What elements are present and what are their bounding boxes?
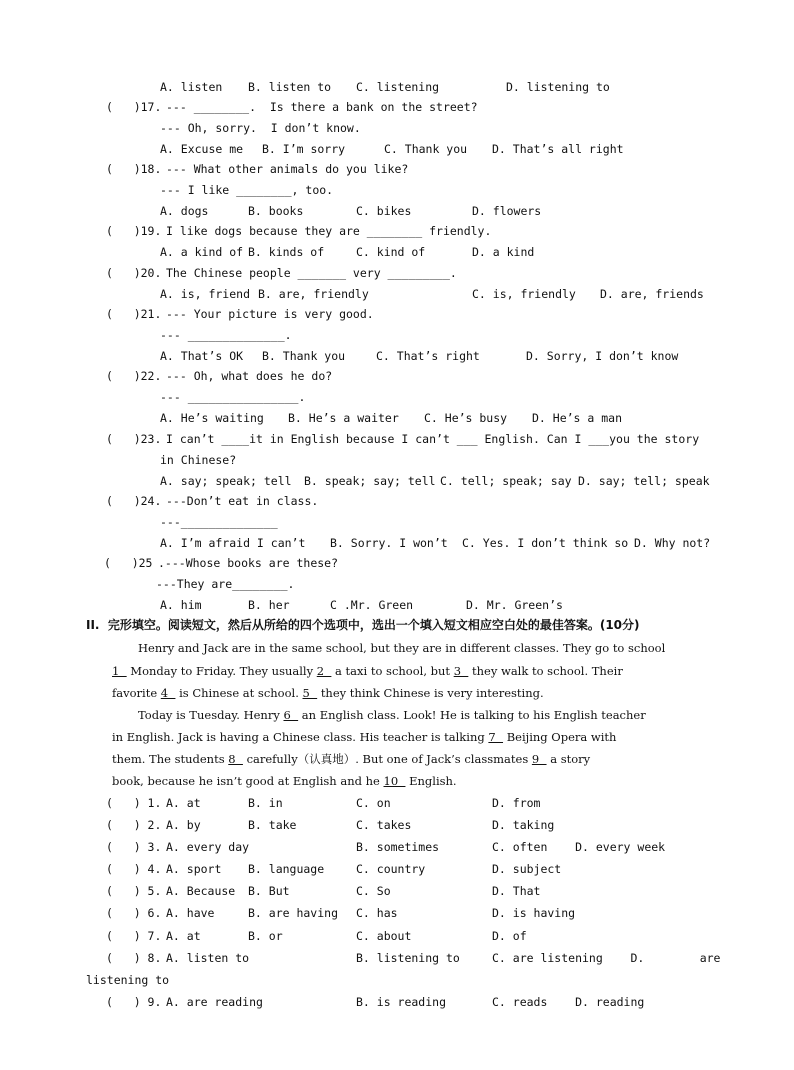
- q25-option-c: C .Mr. Green: [330, 598, 414, 612]
- q18-question: --- What other animals do you like?: [166, 162, 409, 176]
- cloze-p2-line2: in English. Jack is having a Chinese class. His teacher is talking 7 Beijing Opera with: [112, 730, 617, 744]
- cloze-q1-option-d: D. from: [492, 796, 541, 810]
- blank-7: 7: [488, 730, 504, 744]
- q23-option-d: D. say; tell; speak: [578, 474, 710, 488]
- q23-option-c: C. tell; speak; say: [440, 474, 572, 488]
- blank-2: 2: [316, 664, 332, 678]
- q19-option-a: A. a kind of: [160, 245, 244, 259]
- cloze-p2-line1: Today is Tuesday. Henry 6 an English class. Look! He is talking to his English teacher: [138, 708, 646, 722]
- q17-question: --- ________. Is there a bank on the street?: [166, 100, 478, 114]
- q18-option-d: D. flowers: [472, 204, 542, 218]
- cloze-q9-option-b: B. is reading: [356, 995, 447, 1009]
- cloze-q8-option-b: B. listening to: [356, 951, 460, 965]
- q17-reply: --- Oh, sorry. I don’t know.: [160, 121, 361, 135]
- cloze-q8-number: ( ) 8.: [106, 951, 162, 965]
- q25-number: ( )25: [104, 556, 153, 570]
- q21-option-d: D. Sorry, I don’t know: [526, 349, 679, 363]
- cloze-q7-option-a: A. at: [166, 929, 201, 943]
- q19-option-b: B. kinds of: [248, 245, 325, 259]
- q23-option-b: B. speak; say; tell: [304, 474, 436, 488]
- q17-option-d: D. That’s all right: [492, 142, 624, 156]
- cloze-q5-option-a: A. Because: [166, 884, 236, 898]
- q20-option-a: A. is, friend: [160, 287, 251, 301]
- cloze-p2-line4: book, because he isn’t good at English and he 10 English.: [112, 774, 457, 788]
- q21-option-c: C. That’s right: [376, 349, 480, 363]
- cloze-q9-option-cd: C. reads D. reading: [492, 995, 645, 1009]
- cloze-q2-option-d: D. taking: [492, 818, 555, 832]
- blank-1: 1: [112, 664, 127, 678]
- q19-question: I like dogs because they are ________ friendly.: [166, 224, 492, 238]
- cloze-q4-option-b: B. language: [248, 862, 325, 876]
- cloze-q2-option-b: B. take: [248, 818, 297, 832]
- blank-8: 8: [228, 752, 243, 766]
- q24-question: ---Don’t eat in class.: [166, 494, 319, 508]
- q17-number: ( )17.: [106, 100, 162, 114]
- q19-number: ( )19.: [106, 224, 162, 238]
- cloze-q6-number: ( ) 6.: [106, 906, 162, 920]
- cloze-q7-number: ( ) 7.: [106, 929, 162, 943]
- cloze-p2-line3: them. The students 8 carefully（认真地）. But one of Jack’s classmates 9 a story: [112, 752, 591, 766]
- q24-option-a: A. I’m afraid I can’t: [160, 536, 306, 550]
- cloze-q3-option-cd: C. often D. every week: [492, 840, 666, 854]
- q16-option-a: A. listen: [160, 80, 223, 94]
- cloze-q2-option-a: A. by: [166, 818, 201, 832]
- cloze-q5-option-c: C. So: [356, 884, 391, 898]
- cloze-q9-option-a: A. are reading: [166, 995, 263, 1009]
- q25-reply: ---They are________.: [156, 577, 295, 591]
- cloze-p1-line1: Henry and Jack are in the same school, but they are in different classes. They go to school: [138, 641, 666, 655]
- cloze-q1-option-a: A. at: [166, 796, 201, 810]
- q25-option-d: D. Mr. Green’s: [466, 598, 563, 612]
- cloze-q2-number: ( ) 2.: [106, 818, 162, 832]
- cloze-q1-option-c: C. on: [356, 796, 391, 810]
- q22-option-c: C. He’s busy: [424, 411, 508, 425]
- blank-10: 10: [383, 774, 406, 788]
- q21-number: ( )21.: [106, 307, 162, 321]
- cloze-q7-option-d: D. of: [492, 929, 527, 943]
- q16-option-b: B. listen to: [248, 80, 332, 94]
- cloze-q4-option-d: D. subject: [492, 862, 562, 876]
- q18-number: ( )18.: [106, 162, 162, 176]
- q18-option-b: B. books: [248, 204, 304, 218]
- cloze-q8-option-d-cont: listening to: [86, 973, 170, 987]
- q24-option-d: D. Why not?: [634, 536, 711, 550]
- q17-option-a: A. Excuse me: [160, 142, 244, 156]
- blank-5: 5: [302, 686, 318, 700]
- cloze-q1-number: ( ) 1.: [106, 796, 162, 810]
- q18-option-a: A. dogs: [160, 204, 209, 218]
- q23-number: ( )23.: [106, 432, 162, 446]
- q20-option-d: D. are, friends: [600, 287, 704, 301]
- q25-option-a: A. him: [160, 598, 202, 612]
- blank-9: 9: [531, 752, 547, 766]
- q20-option-b: B. are, friendly: [258, 287, 369, 301]
- cloze-q4-option-c: C. country: [356, 862, 426, 876]
- cloze-q5-number: ( ) 5.: [106, 884, 162, 898]
- q24-option-c: C. Yes. I don’t think so: [462, 536, 629, 550]
- cloze-q6-option-b: B. are having: [248, 906, 339, 920]
- cloze-q4-number: ( ) 4.: [106, 862, 162, 876]
- q19-option-d: D. a kind: [472, 245, 535, 259]
- cloze-q2-option-c: C. takes: [356, 818, 412, 832]
- q21-option-b: B. Thank you: [262, 349, 346, 363]
- q17-option-b: B. I’m sorry: [262, 142, 346, 156]
- q16-option-d: D. listening to: [506, 80, 610, 94]
- cloze-q7-option-b: B. or: [248, 929, 283, 943]
- q22-option-b: B. He’s a waiter: [288, 411, 399, 425]
- cloze-heading: II. 完形填空。阅读短文，然后从所给的四个选项中，选出一个填入短文相应空白处的最佳答案。(10分): [86, 618, 640, 632]
- q22-number: ( )22.: [106, 369, 162, 383]
- q18-option-c: C. bikes: [356, 204, 412, 218]
- q19-option-c: C. kind of: [356, 245, 426, 259]
- q25-question: .---Whose books are these?: [158, 556, 339, 570]
- cloze-q3-number: ( ) 3.: [106, 840, 162, 854]
- q24-number: ( )24.: [106, 494, 162, 508]
- cloze-q6-option-d: D. is having: [492, 906, 576, 920]
- q21-option-a: A. That’s OK: [160, 349, 244, 363]
- q23-option-a: A. say; speak; tell: [160, 474, 292, 488]
- cloze-q5-option-d: D. That: [492, 884, 541, 898]
- cloze-p1-line2: 1 Monday to Friday. They usually 2 a taxi to school, but 3 they walk to school. Their: [112, 664, 623, 678]
- q24-reply: ---______________: [160, 515, 278, 529]
- q17-option-c: C. Thank you: [384, 142, 468, 156]
- q22-reply: --- ________________.: [160, 390, 306, 404]
- blank-6: 6: [283, 708, 299, 722]
- cloze-q3-option-a: A. every day: [166, 840, 250, 854]
- cloze-q5-option-b: B. But: [248, 884, 290, 898]
- q21-reply: --- ______________.: [160, 328, 292, 342]
- q25-option-b: B. her: [248, 598, 290, 612]
- cloze-q6-option-a: A. have: [166, 906, 215, 920]
- q16-option-c: C. listening: [356, 80, 440, 94]
- cloze-q7-option-c: C. about: [356, 929, 412, 943]
- q24-option-b: B. Sorry. I won’t: [330, 536, 448, 550]
- blank-4: 4: [160, 686, 176, 700]
- cloze-q1-option-b: B. in: [248, 796, 283, 810]
- cloze-q6-option-c: C. has: [356, 906, 398, 920]
- q18-reply: --- I like ________, too.: [160, 183, 334, 197]
- cloze-q8-option-cd: C. are listening D. are: [492, 951, 721, 965]
- q20-number: ( )20.: [106, 266, 162, 280]
- blank-3: 3: [453, 664, 469, 678]
- q20-question: The Chinese people _______ very _________.: [166, 266, 457, 280]
- q21-question: --- Your picture is very good.: [166, 307, 374, 321]
- q20-option-c: C. is, friendly: [472, 287, 576, 301]
- q22-option-d: D. He’s a man: [532, 411, 623, 425]
- cloze-q4-option-a: A. sport: [166, 862, 222, 876]
- cloze-p1-line3: favorite 4 is Chinese at school. 5 they think Chinese is very interesting.: [112, 686, 544, 700]
- q23-question: I can’t ____it in English because I can’t ___ English. Can I ___you the story: [166, 432, 700, 446]
- q22-question: --- Oh, what does he do?: [166, 369, 333, 383]
- q22-option-a: A. He’s waiting: [160, 411, 264, 425]
- cloze-q3-option-b: B. sometimes: [356, 840, 440, 854]
- cloze-q9-number: ( ) 9.: [106, 995, 162, 1009]
- q23-question-cont: in Chinese?: [160, 453, 237, 467]
- cloze-q8-option-a: A. listen to: [166, 951, 250, 965]
